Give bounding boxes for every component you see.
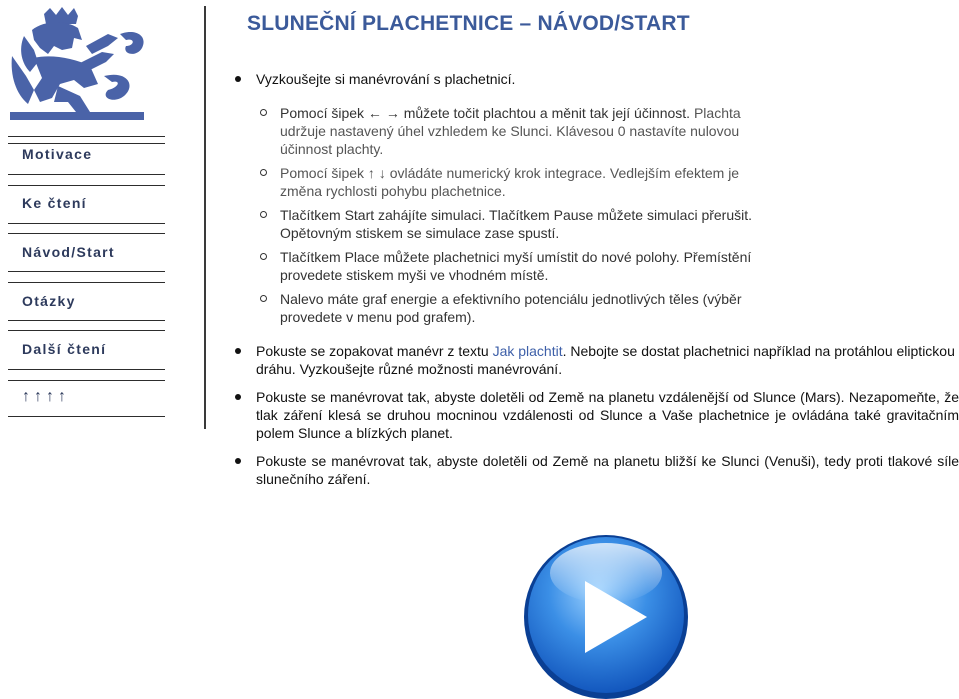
play-button[interactable] [521,529,691,699]
sub-text-4: Tlačítkem Place můžete plachetnici myší umístit do nové polohy. Přemístění provedete stiskem myši ve vhodném místě. [280,249,752,283]
nav-item-motivace[interactable]: Motivace [22,146,93,162]
bullet-venus [233,452,959,488]
sub-item-integration-step [233,164,760,200]
sub-text-1b: Plachta udržuje nastavený úhel vzhledem ke Slunci. Klávesou 0 nastavíte nulovou účinnost plachty. [280,105,741,157]
nav-item-otazky[interactable]: Otázky [22,293,76,309]
sub-item-start-pause [233,206,760,242]
sub-item-place [233,248,760,284]
university-logo-icon [4,6,154,124]
sub-text-2: Pomocí šipek ↑ ↓ ovládáte numerický krok integrace. Vedlejším efektem je změna rychlosti pohybu plachetnice. [280,165,740,199]
nav-item-ke-cteni[interactable]: Ke čtení [22,195,87,211]
sidebar [0,0,205,430]
b3-text: Pokuste se manévrovat tak, abyste doletěli od Země na planetu vzdálenější od Slunce (Mars). Nezapomeňte, že tlak záření klesá se druhou mocninou vzdálenosti od Slunce a Vaše plachetnice je ovládána také gravitačním polem Slunce a blízkých planet. [256,389,959,441]
b2-before: Pokuste se zopakovat manévr z textu [256,343,493,359]
nav-up-arrows[interactable]: ↑↑↑↑ [22,388,70,405]
intro-text: Vyzkoušejte si manévrování s plachetnicí. [256,71,516,87]
link-jak-plachtit[interactable]: Jak plachtit [492,343,563,359]
nav-item-navod-start[interactable]: Návod/Start [22,244,115,260]
sidebar-divider [204,6,206,429]
b2-after: . Nebojte se dostat plachetnici například na protáhlou eliptickou dráhu. Vyzkoušejte různé možnosti manévrování. [256,343,955,377]
nav-item-dalsi-cteni[interactable]: Další čtení [22,341,107,357]
bullet-repeat-maneuver [233,342,959,378]
sub-text-1a: Pomocí šipek ← → můžete točit plachtou a měnit tak její účinnost. [280,105,691,121]
b4-text: Pokuste se manévrovat tak, abyste doletěli od Země na planetu bližší ke Slunci (Venuši), tedy proti tlakové síle slunečního záření. [256,453,959,487]
instructions [233,70,959,488]
sub-text-5: Nalevo máte graf energie a efektivního potenciálu jednotlivých těles (výběr provedete v menu pod grafem). [280,291,742,325]
sub-item-sail-rotation [233,104,760,158]
sub-text-3: Tlačítkem Start zahájíte simulaci. Tlačítkem Pause můžete simulaci přerušit. Opětovným stiskem se simulace zase spustí. [280,207,753,241]
bullet-mars [233,388,959,442]
page-title: SLUNEČNÍ PLACHETNICE – NÁVOD/START [247,12,690,35]
bullet-intro [233,70,959,88]
sub-item-energy-graph [233,290,760,326]
